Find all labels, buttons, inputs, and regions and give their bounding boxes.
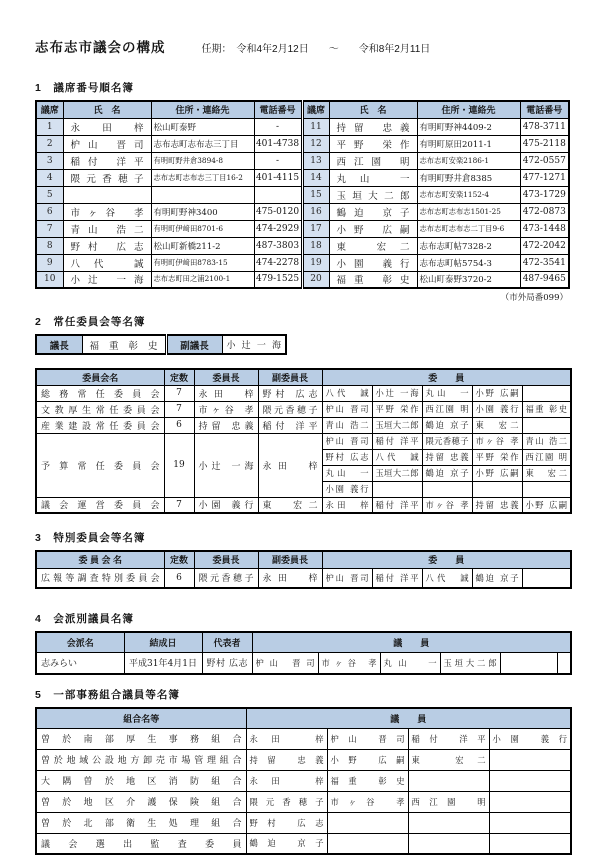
committee-name-cell: 予 算 常 任 委 員 会 <box>36 433 164 497</box>
table-row <box>36 749 571 770</box>
table-row <box>36 135 569 152</box>
member-cell: 隈元香穂子 <box>246 791 327 812</box>
member-cell: 鶴迫 京子 <box>472 568 522 588</box>
table-row <box>36 254 569 271</box>
name-cell: 小辻 一海 <box>63 271 151 288</box>
member-cell <box>522 568 571 588</box>
col-header: 結成日 <box>124 632 202 652</box>
table-row <box>36 497 571 513</box>
chair-label: 議長 <box>36 335 82 354</box>
member-cell: 平野 栄作 <box>372 401 422 417</box>
member-cell: 玉垣大二郎 <box>372 417 422 433</box>
member-cell: 東 宏二 <box>522 465 571 481</box>
name-cell <box>63 186 151 203</box>
association-name-cell: 曽 於 南 部 厚 生 事 務 組 合 <box>36 728 246 749</box>
committee-name-cell: 議 会 運 営 委 員 会 <box>36 497 164 513</box>
col-header: 委 員 <box>322 369 571 385</box>
member-cell <box>489 812 571 833</box>
phone-cell: 487-3803 <box>254 237 302 254</box>
vice-chair-label: 副議長 <box>166 335 222 354</box>
member-cell: 永田 梓 <box>246 770 327 791</box>
col-header: 組合名等 <box>36 708 246 728</box>
member-cell: 隈元香穂子 <box>422 433 472 449</box>
term-text: 任期： 令和4年2月12日 ～ 令和8年2月11日 <box>201 44 431 55</box>
member-cell: 八代 誠 <box>322 385 372 401</box>
seat-cell: 9 <box>36 254 63 271</box>
col-header: 住所・連絡先 <box>417 101 520 118</box>
page-title: 志布志市議会の構成 <box>35 40 166 55</box>
vice-chair-cell: 永田 梓 <box>258 433 322 497</box>
quota-cell: 7 <box>164 401 194 417</box>
col-header: 副委員長 <box>258 551 322 568</box>
member-cell <box>472 481 522 497</box>
phone-cell: 472-2042 <box>520 237 569 254</box>
name-cell: 隈 元 香 穂 子 <box>63 169 151 186</box>
phone-cell: 487-9465 <box>520 271 569 288</box>
member-cell: 市ヶ谷 孝 <box>472 433 522 449</box>
seat-cell: 1 <box>36 118 63 135</box>
faction-name-cell: 志みらい <box>36 652 124 674</box>
seat-cell: 16 <box>302 203 329 220</box>
member-cell <box>522 481 571 497</box>
phone-cell: 401-4738 <box>254 135 302 152</box>
seat-cell: 6 <box>36 203 63 220</box>
seat-cell: 15 <box>302 186 329 203</box>
member-cell: 平野 栄作 <box>472 449 522 465</box>
address-cell: 志布志町安楽1152-4 <box>417 186 520 203</box>
phone-cell: 472-3541 <box>520 254 569 271</box>
address-cell: 志布志町志布志1501-25 <box>417 203 520 220</box>
member-cell: 東 宏二 <box>472 417 522 433</box>
member-cell <box>557 652 571 674</box>
col-header: 委員長 <box>194 551 258 568</box>
member-cell: 枦山 晋司 <box>252 652 318 674</box>
seat-cell: 18 <box>302 237 329 254</box>
association-name-cell: 曽 於 北 部 衛 生 処 理 組 合 <box>36 812 246 833</box>
table-row <box>36 385 571 401</box>
address-cell: 有明町原田2011-1 <box>417 135 520 152</box>
name-cell: 玉 垣 大 二 郎 <box>329 186 417 203</box>
chair-cell: 市ヶ谷 孝 <box>194 401 258 417</box>
member-cell: 持留 忠義 <box>472 497 522 513</box>
quota-cell: 7 <box>164 497 194 513</box>
area-code-note: （市外局番099） <box>500 293 568 303</box>
address-cell: 有明町野神4409-2 <box>417 118 520 135</box>
col-header: 氏 名 <box>63 101 151 118</box>
section4-heading: 4 会派別議員名簿 <box>35 613 134 625</box>
standing-committees-table <box>35 368 572 514</box>
table-row <box>36 652 571 674</box>
phone-cell: 474-2929 <box>254 220 302 237</box>
address-cell: 志布志町帖5754-3 <box>417 254 520 271</box>
committee-name-cell: 文教厚生常任委員会 <box>36 401 164 417</box>
phone-cell <box>254 186 302 203</box>
section2-heading: 2 常任委員会等名簿 <box>35 316 146 328</box>
phone-cell: 472-0873 <box>520 203 569 220</box>
name-cell: 市ヶ谷 孝 <box>63 203 151 220</box>
col-header: 副委員長 <box>258 369 322 385</box>
vice-chair-name-cell: 小 辻 一 海 <box>222 335 286 354</box>
address-cell: 有明町野井倉3894-8 <box>151 152 254 169</box>
association-name-cell: 議 会 選 出 監 査 委 員 <box>36 833 246 854</box>
quota-cell: 6 <box>164 417 194 433</box>
member-cell: 小辻 一海 <box>372 385 422 401</box>
association-name-cell: 曽於地域公設地方卸売市場管理組合 <box>36 749 246 770</box>
col-header: 委員長 <box>194 369 258 385</box>
member-cell: 玉垣大二郎 <box>440 652 500 674</box>
address-cell: 有明町野井倉8385 <box>417 169 520 186</box>
seat-roster-table <box>35 100 570 289</box>
name-cell: 鶴迫 京子 <box>329 203 417 220</box>
member-cell: 小野 広嗣 <box>472 385 522 401</box>
member-cell <box>422 481 472 497</box>
seat-cell: 5 <box>36 186 63 203</box>
col-header: 委 員 <box>322 551 571 568</box>
col-header: 氏 名 <box>329 101 417 118</box>
table-row <box>36 169 569 186</box>
member-cell: 小園 義行 <box>489 728 571 749</box>
member-cell <box>327 833 408 854</box>
member-cell: 野村 広志 <box>322 449 372 465</box>
association-table <box>35 707 572 855</box>
table-row <box>36 152 569 169</box>
phone-cell: 473-1448 <box>520 220 569 237</box>
phone-cell: 475-2118 <box>520 135 569 152</box>
section5-heading: 5 一部事務組合議員等名簿 <box>35 689 180 701</box>
section3-heading: 3 特別委員会等名簿 <box>35 532 146 544</box>
member-cell: 永田 梓 <box>322 497 372 513</box>
phone-cell: 472-0557 <box>520 152 569 169</box>
member-cell: 稲付 洋平 <box>372 568 422 588</box>
col-header: 議席 <box>36 101 63 118</box>
table-row <box>36 220 569 237</box>
quota-cell: 6 <box>164 568 194 588</box>
member-cell: 西江園 明 <box>422 401 472 417</box>
member-cell: 枦山 晋司 <box>322 433 372 449</box>
address-cell: 志布志町安楽2186-1 <box>417 152 520 169</box>
member-cell: 西江園 明 <box>408 791 489 812</box>
member-cell: 市ヶ谷 孝 <box>422 497 472 513</box>
col-header: 電話番号 <box>254 101 302 118</box>
address-cell: 松山町泰野3720-2 <box>417 271 520 288</box>
vice-chair-cell: 野村 広志 <box>258 385 322 401</box>
member-cell: 永田 梓 <box>246 728 327 749</box>
address-cell: 志布志町志布志三丁目16-2 <box>151 169 254 186</box>
col-header: 定数 <box>164 369 194 385</box>
name-cell: 稲付 洋平 <box>63 152 151 169</box>
phone-cell: 401-4115 <box>254 169 302 186</box>
seat-cell: 10 <box>36 271 63 288</box>
quota-cell: 19 <box>164 433 194 497</box>
name-cell: 平野 栄作 <box>329 135 417 152</box>
address-cell: 志布志町帖7328-2 <box>417 237 520 254</box>
phone-cell: - <box>254 118 302 135</box>
chair-cell: 永田 梓 <box>194 385 258 401</box>
table-row <box>36 770 571 791</box>
member-cell <box>327 812 408 833</box>
member-cell <box>408 770 489 791</box>
member-cell: 丸山 一 <box>422 385 472 401</box>
table-row <box>36 186 569 203</box>
member-cell: 青山 浩二 <box>522 433 571 449</box>
member-cell: 市ヶ谷 孝 <box>318 652 380 674</box>
special-committees-table <box>35 550 572 589</box>
seat-cell: 8 <box>36 237 63 254</box>
table-row <box>36 433 571 449</box>
table-row <box>36 812 571 833</box>
member-cell <box>408 812 489 833</box>
seat-cell: 19 <box>302 254 329 271</box>
member-cell: 西江園 明 <box>522 449 571 465</box>
address-cell: 松山町新橋211-2 <box>151 237 254 254</box>
table-row <box>36 203 569 220</box>
name-cell: 永 田 梓 <box>63 118 151 135</box>
member-cell: 小野 広嗣 <box>327 749 408 770</box>
phone-cell: 475-0120 <box>254 203 302 220</box>
name-cell: 野村 広志 <box>63 237 151 254</box>
member-cell: 丸山 一 <box>322 465 372 481</box>
member-cell: 八代 誠 <box>422 568 472 588</box>
member-cell <box>489 791 571 812</box>
member-cell: 鶴迫 京子 <box>422 417 472 433</box>
name-cell: 持留 忠義 <box>329 118 417 135</box>
name-cell: 小野 広嗣 <box>329 220 417 237</box>
name-cell: 枦山 晋司 <box>63 135 151 152</box>
representative-cell: 野村 広志 <box>202 652 252 674</box>
address-cell: 有明町伊﨑田8701-6 <box>151 220 254 237</box>
chair-cell: 持留 忠義 <box>194 417 258 433</box>
vice-chair-cell: 稲付 洋平 <box>258 417 322 433</box>
association-name-cell: 大 隅 曽 於 地 区 消 防 組 合 <box>36 770 246 791</box>
col-header: 代表者 <box>202 632 252 652</box>
member-cell: 八代 誠 <box>372 449 422 465</box>
member-cell <box>489 749 571 770</box>
seat-cell: 12 <box>302 135 329 152</box>
phone-cell: 477-1271 <box>520 169 569 186</box>
table-row <box>36 728 571 749</box>
committee-name-cell: 広報等調査特別委員会 <box>36 568 164 588</box>
member-cell: 野村 広志 <box>246 812 327 833</box>
address-cell: 有明町野神3400 <box>151 203 254 220</box>
name-cell: 青山 浩二 <box>63 220 151 237</box>
seat-cell: 17 <box>302 220 329 237</box>
member-cell: 福重 彰史 <box>327 770 408 791</box>
chair-cell: 小園 義行 <box>194 497 258 513</box>
chair-table <box>35 334 287 355</box>
phone-cell: 473-1729 <box>520 186 569 203</box>
chair-cell: 隈元香穂子 <box>194 568 258 588</box>
member-cell: 東 宏二 <box>408 749 489 770</box>
document-header <box>35 36 570 56</box>
chair-cell: 小辻 一海 <box>194 433 258 497</box>
seat-cell: 14 <box>302 169 329 186</box>
table-row <box>36 568 571 588</box>
section1-heading: 1 議席番号順名簿 <box>35 82 134 94</box>
member-cell: 鶴迫 京子 <box>246 833 327 854</box>
member-cell: 枦山 晋司 <box>322 401 372 417</box>
member-cell <box>408 833 489 854</box>
member-cell: 稲付 洋平 <box>372 497 422 513</box>
table-row <box>36 791 571 812</box>
table-row <box>36 271 569 288</box>
col-header: 議席 <box>302 101 329 118</box>
col-header: 会派名 <box>36 632 124 652</box>
member-cell <box>522 385 571 401</box>
name-cell: 西江園 明 <box>329 152 417 169</box>
seat-cell: 7 <box>36 220 63 237</box>
member-cell <box>489 833 571 854</box>
vice-chair-cell: 隈元香穂子 <box>258 401 322 417</box>
address-cell: 有明町伊﨑田8783-15 <box>151 254 254 271</box>
table-row <box>36 833 571 854</box>
member-cell: 小野 広嗣 <box>472 465 522 481</box>
member-cell: 小野 広嗣 <box>522 497 571 513</box>
association-name-cell: 曽 於 地 区 介 護 保 険 組 合 <box>36 791 246 812</box>
chair-name-cell: 福 重 彰 史 <box>82 335 166 354</box>
member-cell: 小園 義行 <box>472 401 522 417</box>
seat-cell: 4 <box>36 169 63 186</box>
col-header: 委員会名 <box>36 369 164 385</box>
table-row <box>36 417 571 433</box>
committee-name-cell: 総 務 常 任 委 員 会 <box>36 385 164 401</box>
vice-chair-cell: 永田 梓 <box>258 568 322 588</box>
name-cell: 丸山 一 <box>329 169 417 186</box>
seat-cell: 2 <box>36 135 63 152</box>
seat-cell: 13 <box>302 152 329 169</box>
phone-cell: 478-3711 <box>520 118 569 135</box>
member-cell: 市ヶ谷 孝 <box>327 791 408 812</box>
member-cell: 玉垣大二郎 <box>372 465 422 481</box>
member-cell <box>489 770 571 791</box>
member-cell: 小園 義行 <box>322 481 372 497</box>
address-cell: 志布志町志布志三丁目 <box>151 135 254 152</box>
address-cell: 志布志町志布志二丁目9-6 <box>417 220 520 237</box>
col-header: 議 員 <box>246 708 571 728</box>
seat-cell: 11 <box>302 118 329 135</box>
quota-cell: 7 <box>164 385 194 401</box>
name-cell: 小園 義行 <box>329 254 417 271</box>
seat-cell: 3 <box>36 152 63 169</box>
address-cell: 松山町泰野 <box>151 118 254 135</box>
member-cell: 丸山 一 <box>380 652 440 674</box>
member-cell: 枦山 晋司 <box>322 568 372 588</box>
col-header: 委 員 会 名 <box>36 551 164 568</box>
name-cell: 八代 誠 <box>63 254 151 271</box>
address-cell: 志布志町田之浦2100-1 <box>151 271 254 288</box>
table-row <box>36 401 571 417</box>
vice-chair-cell: 東 宏二 <box>258 497 322 513</box>
member-cell: 持留 忠義 <box>246 749 327 770</box>
member-cell <box>522 417 571 433</box>
address-cell <box>151 186 254 203</box>
committee-name-cell: 産業建設常任委員会 <box>36 417 164 433</box>
member-cell: 持留 忠義 <box>422 449 472 465</box>
member-cell: 稲付 洋平 <box>372 433 422 449</box>
name-cell: 福重 彰史 <box>329 271 417 288</box>
phone-cell: - <box>254 152 302 169</box>
table-row <box>36 237 569 254</box>
table-row <box>36 118 569 135</box>
seat-cell: 20 <box>302 271 329 288</box>
phone-cell: 474-2278 <box>254 254 302 271</box>
member-cell: 鶴迫 京子 <box>422 465 472 481</box>
member-cell: 福重 彰史 <box>522 401 571 417</box>
col-header: 電話番号 <box>520 101 569 118</box>
member-cell <box>372 481 422 497</box>
col-header: 議 員 <box>252 632 571 652</box>
member-cell: 青山 浩二 <box>322 417 372 433</box>
member-cell: 稲付 洋平 <box>408 728 489 749</box>
col-header: 定数 <box>164 551 194 568</box>
name-cell: 東 宏二 <box>329 237 417 254</box>
member-cell: 枦山 晋司 <box>327 728 408 749</box>
phone-cell: 479-1525 <box>254 271 302 288</box>
faction-table <box>35 631 572 675</box>
formation-date-cell: 平成31年4月1日 <box>124 652 202 674</box>
member-cell <box>500 652 557 674</box>
col-header: 住所・連絡先 <box>151 101 254 118</box>
